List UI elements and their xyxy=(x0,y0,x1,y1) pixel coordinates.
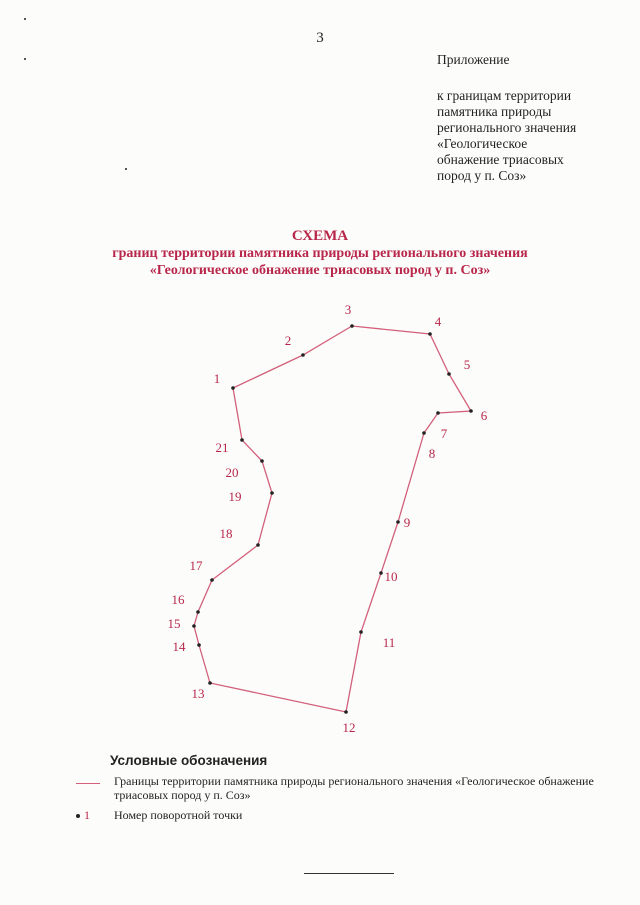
turning-point-dot xyxy=(231,386,235,390)
scheme-subtitle-line: «Геологическое обнажение триасовых пород у п. Соз» xyxy=(149,263,491,278)
point-label: 15 xyxy=(167,616,181,631)
point-label: 19 xyxy=(228,489,242,504)
turning-point-dot xyxy=(260,459,264,463)
turning-point-dot xyxy=(208,681,212,685)
appendix-line: «Геологическое xyxy=(437,136,528,151)
appendix-title: Приложение xyxy=(437,52,510,67)
appendix-line: памятника природы xyxy=(437,104,552,119)
appendix-line: пород у п. Соз» xyxy=(437,168,527,183)
point-label: 18 xyxy=(219,526,233,541)
scheme-heading: СХЕМА xyxy=(291,228,349,244)
point-labels xyxy=(168,302,488,735)
turning-point-dot xyxy=(359,630,363,634)
turning-point-dot xyxy=(396,520,400,524)
turning-point-dot xyxy=(436,411,440,415)
legend-boundary-swatch xyxy=(76,783,100,784)
point-label: 14 xyxy=(172,639,186,654)
appendix-line: регионального значения xyxy=(437,120,577,135)
turning-point-dot xyxy=(301,353,305,357)
page-number: 3 xyxy=(316,30,324,46)
scheme-subtitle-line: границ территории памятника природы регионального значения xyxy=(112,246,528,261)
legend-point-swatch xyxy=(76,808,90,823)
point-label: 9 xyxy=(403,515,411,530)
point-label: 2 xyxy=(284,333,292,348)
turning-point-dot xyxy=(196,610,200,614)
turning-points xyxy=(189,324,473,714)
footer-rule xyxy=(304,873,394,874)
point-label: 12 xyxy=(342,720,356,735)
legend-heading: Условные обозначения xyxy=(110,753,268,768)
appendix-line: к границам территории xyxy=(437,88,572,103)
point-label: 17 xyxy=(189,558,203,573)
point-label: 16 xyxy=(171,592,185,607)
point-label: 21 xyxy=(215,440,229,455)
boundary-polygon xyxy=(191,326,471,712)
point-label: 4 xyxy=(434,314,442,329)
point-label: 13 xyxy=(191,686,205,701)
turning-point-dot xyxy=(428,332,432,336)
turning-point-dot xyxy=(210,578,214,582)
turning-point-dot xyxy=(350,324,354,328)
turning-point-dot xyxy=(256,543,260,547)
point-label: 11 xyxy=(382,635,396,650)
turning-point-dot xyxy=(344,710,348,714)
point-label: 7 xyxy=(440,426,448,441)
turning-point-dot xyxy=(192,624,196,628)
legend-point-text: Номер поворотной точки xyxy=(114,808,243,822)
point-dot-icon xyxy=(76,814,80,818)
turning-point-dot xyxy=(270,491,274,495)
point-label: 8 xyxy=(428,446,436,461)
legend-point-number: 1 xyxy=(84,808,90,822)
turning-point-dot xyxy=(447,372,451,376)
turning-point-dot xyxy=(240,438,244,442)
point-label: 10 xyxy=(384,569,398,584)
legend-boundary-text: Границы территории памятника природы регионального значения «Геологическое обнажение триасовых пород у п. Соз» xyxy=(114,774,594,802)
turning-point-dot xyxy=(422,431,426,435)
point-label: 5 xyxy=(463,357,471,372)
appendix-line: обнажение триасовых xyxy=(437,152,564,167)
turning-point-dot xyxy=(379,571,383,575)
point-label: 1 xyxy=(213,371,221,386)
turning-point-dot xyxy=(197,643,201,647)
point-label: 20 xyxy=(225,465,239,480)
point-label: 3 xyxy=(344,302,352,317)
turning-point-dot xyxy=(469,409,473,413)
point-label: 6 xyxy=(480,408,488,423)
